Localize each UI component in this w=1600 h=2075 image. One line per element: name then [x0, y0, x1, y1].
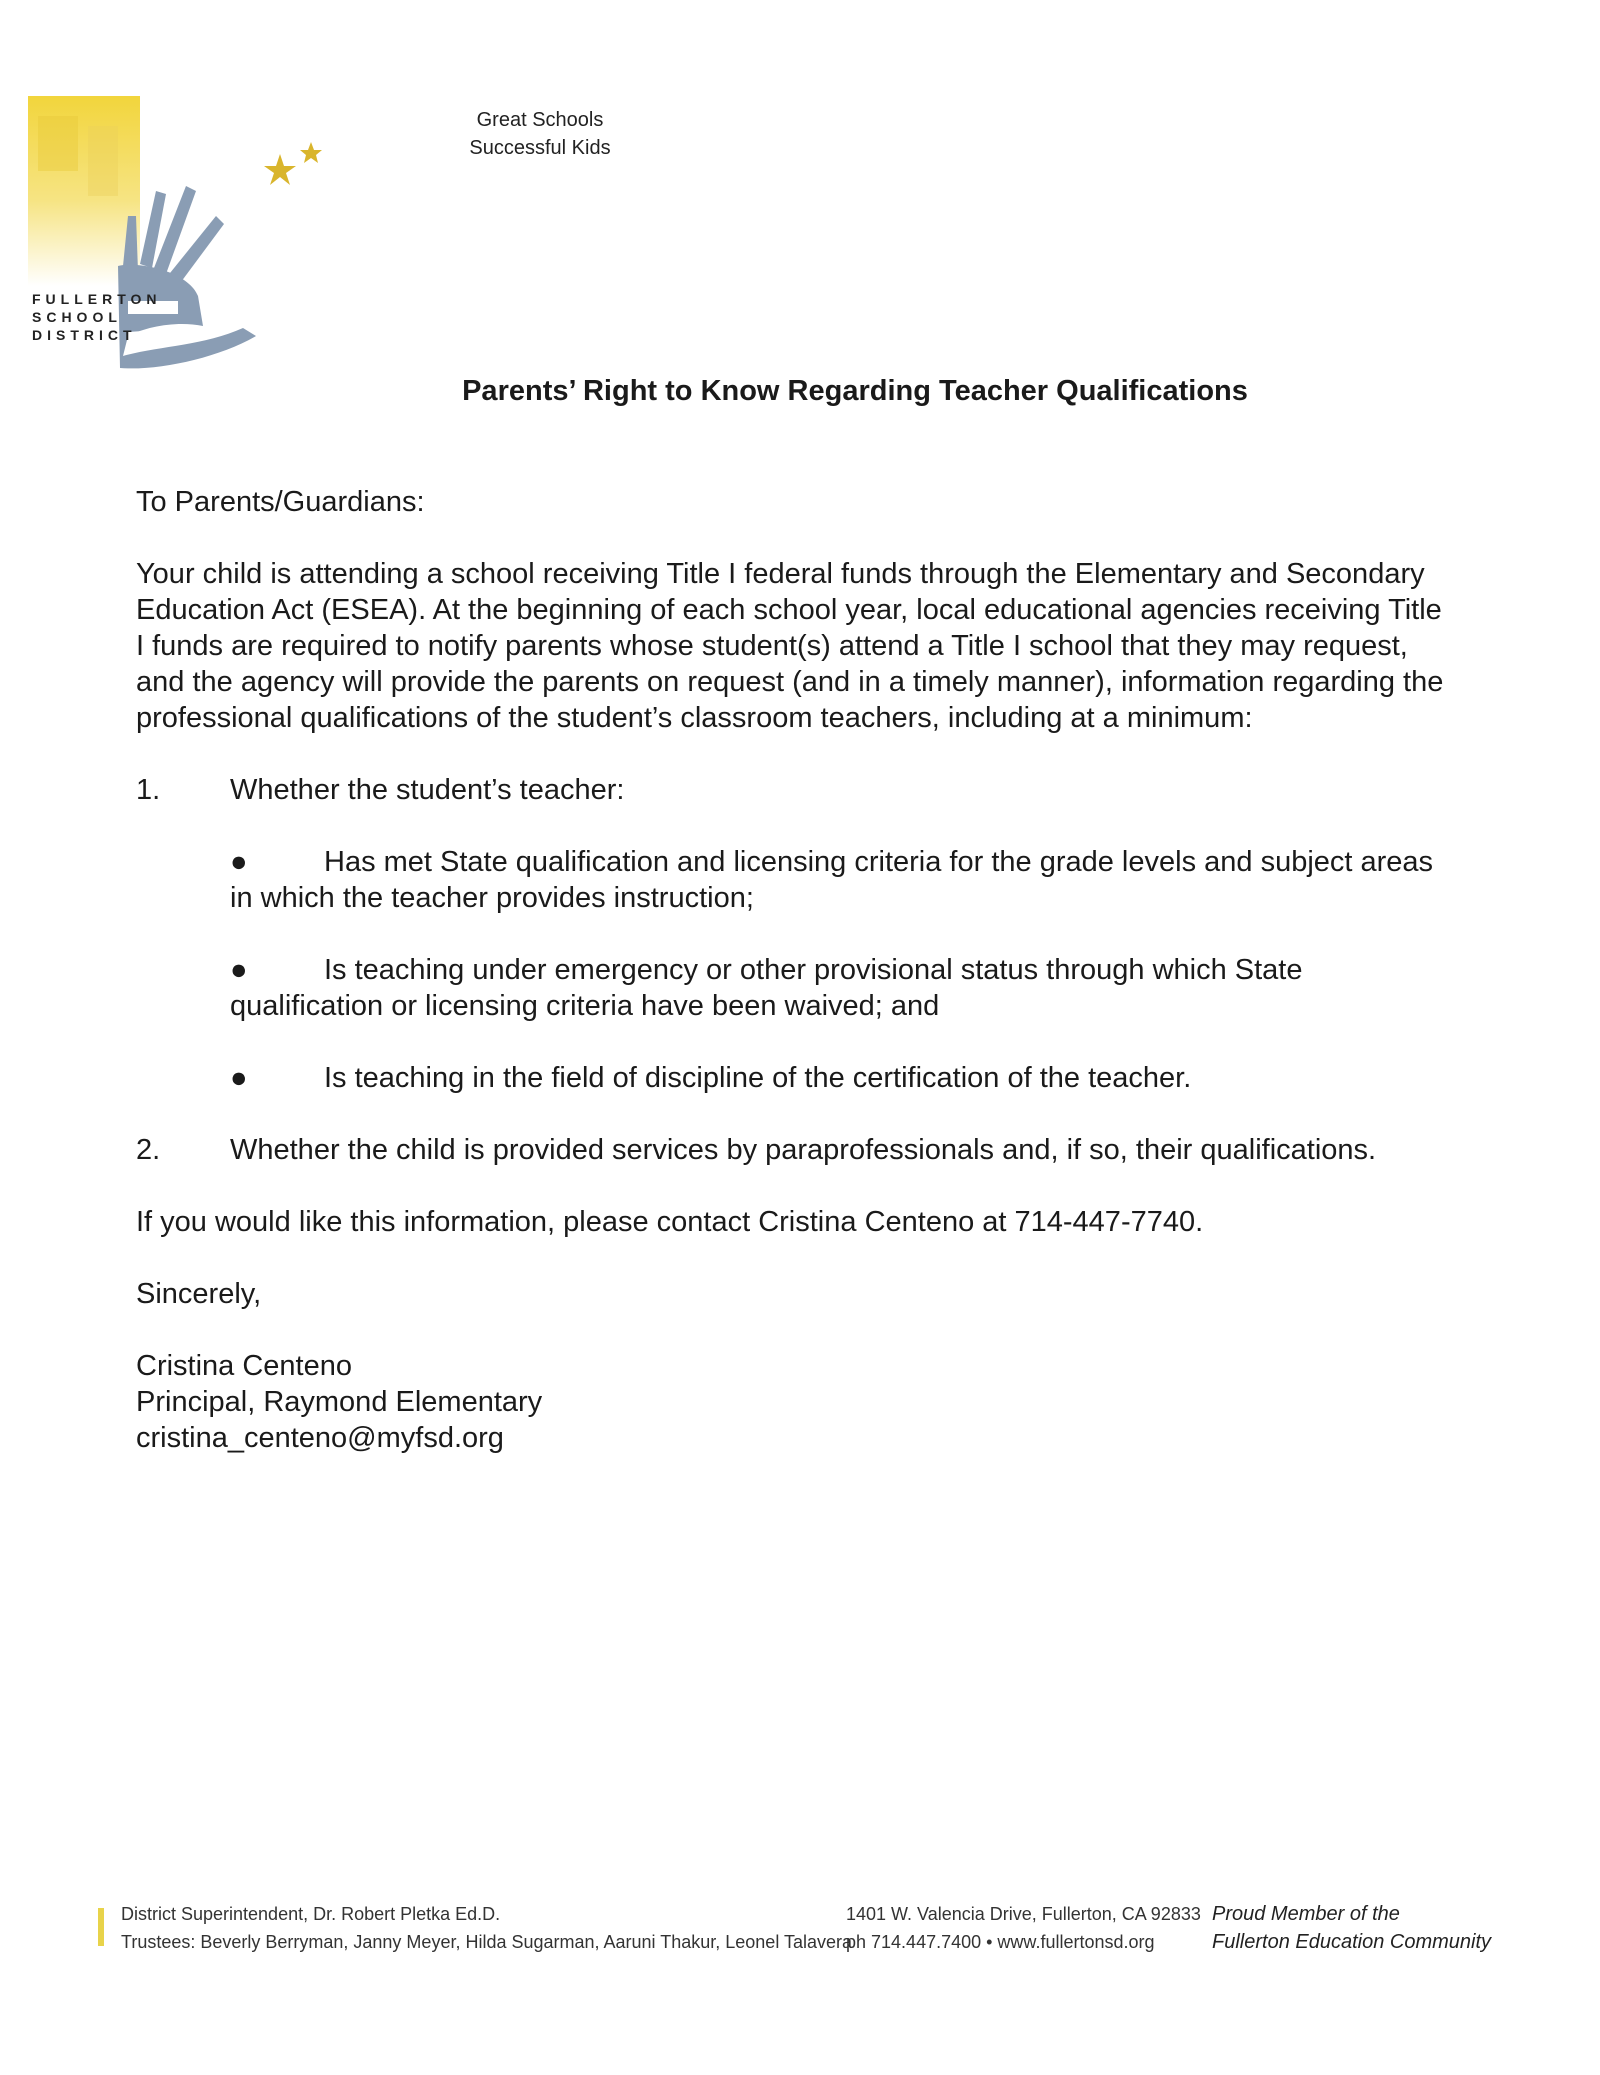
item-text: Whether the student’s teacher: [230, 774, 625, 806]
item-number: 1. [136, 774, 161, 806]
bullet-icon: ● [230, 846, 248, 878]
footer-officials [121, 1900, 852, 1956]
footer-phone-web: ph 714.447.7400 • www.fullertonsd.org [846, 1932, 1155, 1952]
signer-name: Cristina Centeno [136, 1350, 352, 1382]
footer-member-line: Proud Member of the [1212, 1903, 1400, 1925]
salutation: To Parents/Guardians: [136, 486, 425, 518]
item-text: Whether the child is provided services by paraprofessionals and, if so, their qualifications. [230, 1134, 1377, 1166]
numbered-item-2 [136, 1132, 1456, 1168]
footer-accent-bar [98, 1908, 104, 1946]
signer-email: cristina_centeno@myfsd.org [136, 1422, 504, 1454]
closing: Sincerely, [136, 1278, 262, 1310]
bullet-item [230, 952, 1456, 1024]
letter-body [136, 484, 1456, 1456]
document-title: Parents’ Right to Know Regarding Teacher Qualifications [462, 375, 1248, 407]
footer-trustees: Trustees: Beverly Berryman, Janny Meyer, Hilda Sugarman, Aaruni Thakur, Leonel Talavera [121, 1932, 853, 1952]
footer-member [1212, 1900, 1491, 1956]
signature-block [136, 1348, 1456, 1456]
footer-superintendent: District Superintendent, Dr. Robert Pletka Ed.D. [121, 1904, 501, 1924]
item-number: 2. [136, 1134, 161, 1166]
bullet-icon: ● [230, 1062, 248, 1094]
district-name [32, 290, 162, 344]
bullet-text: Is teaching under emergency or other provisional status through which State qualification or licensing criteria have been waived; and [230, 954, 1303, 1022]
intro-paragraph: Your child is attending a school receiving Title I federal funds through the Elementary and Secondary Education Act (ESEA). At the beginning of each school year, local educational agencies receiving Title I funds are required to notify parents whose student(s) attend a Title I school that they may request, and the agency will provide the parents on request (and in a timely manner), information regarding the professional qualifications of the student’s classroom teachers, including at a minimum: [136, 558, 1444, 734]
district-name-line: FULLERTON [32, 291, 162, 307]
bullet-icon: ● [230, 954, 248, 986]
contact-paragraph: If you would like this information, please contact Cristina Centeno at 714-447-7740. [136, 1206, 1204, 1238]
numbered-item-1 [136, 772, 1456, 808]
district-name-line: SCHOOL [32, 309, 122, 325]
bullet-item [230, 844, 1456, 916]
tagline-line: Successful Kids [469, 137, 611, 159]
signer-role: Principal, Raymond Elementary [136, 1386, 543, 1418]
bullet-item [230, 1060, 1456, 1096]
bullet-text: Has met State qualification and licensing criteria for the grade levels and subject areas in which the teacher provides instruction; [230, 846, 1434, 914]
footer-address: 1401 W. Valencia Drive, Fullerton, CA 92833 [846, 1904, 1201, 1924]
tagline [440, 106, 640, 162]
tagline-line: Great Schools [476, 109, 604, 131]
district-name-line: DISTRICT [32, 327, 137, 343]
footer-member-line: Fullerton Education Community [1212, 1931, 1492, 1953]
bullet-text: Is teaching in the field of discipline of the certification of the teacher. [324, 1062, 1192, 1094]
footer-contact [846, 1900, 1201, 1956]
